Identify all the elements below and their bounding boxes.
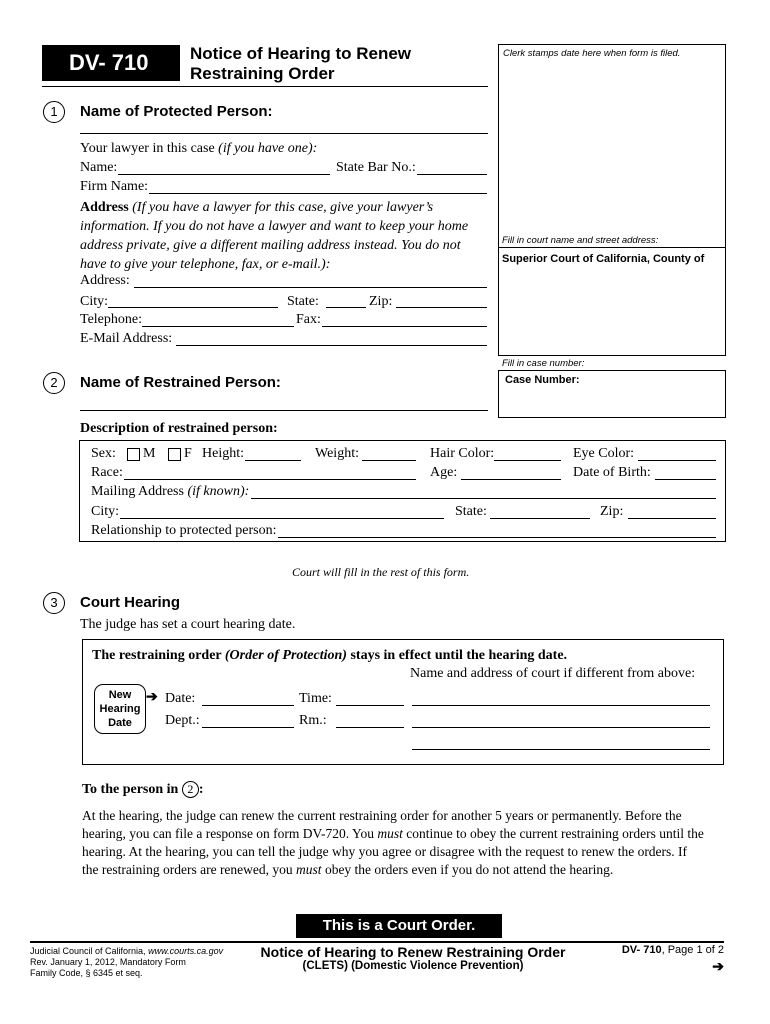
court-name-note: Fill in court name and street address: [502, 235, 659, 246]
restrained-city-label: City: [91, 504, 120, 519]
hearing-box-bold1: The restraining order [92, 648, 222, 663]
lawyer-name-field[interactable] [118, 174, 330, 175]
section-1-title: Name of Protected Person: [80, 103, 273, 120]
state-bar-field[interactable] [417, 174, 487, 175]
address-line-4: have to give your telephone, fax, or e-mail.): [80, 257, 331, 272]
hair-color-field[interactable] [494, 460, 561, 461]
form-title-line1: Notice of Hearing to Renew [190, 44, 412, 63]
footer-subtitle: (CLETS) (Domestic Violence Prevention) [302, 960, 524, 972]
zip-label: Zip: [369, 294, 393, 309]
lawyer-name-label: Name: [80, 160, 118, 175]
footer-rule [30, 941, 724, 943]
lawyer-label: Your lawyer in this case [80, 141, 215, 156]
fax-label: Fax: [296, 312, 321, 327]
sex-f-checkbox[interactable] [168, 448, 181, 461]
city-field[interactable] [108, 307, 278, 308]
eye-color-label: Eye Color: [573, 446, 635, 461]
age-label: Age: [430, 465, 458, 480]
city-label: City: [80, 294, 109, 309]
para-line-3: hearing. At the hearing, you can tell the judge why you agree or disagree with the request to renew the orders. If [82, 844, 688, 859]
race-label: Race: [91, 465, 123, 480]
restrained-state-label: State: [455, 504, 487, 519]
mailing-address-field[interactable] [251, 498, 716, 499]
restrained-zip-label: Zip: [600, 504, 624, 519]
sex-label: Sex: [91, 446, 116, 461]
sex-m-checkbox[interactable] [127, 448, 140, 461]
badge-line-3: Date [108, 717, 132, 729]
to-person-ref: 2 [182, 781, 199, 798]
relationship-field[interactable] [278, 537, 716, 538]
hearing-box-bold2: stays in effect until the hearing date. [350, 648, 568, 663]
section-2-title: Name of Restrained Person: [80, 374, 281, 391]
dept-field[interactable] [202, 727, 294, 728]
race-field[interactable] [124, 479, 416, 480]
address-bold: Address [80, 200, 129, 215]
footer-center [248, 944, 578, 972]
lawyer-line [80, 141, 317, 157]
restrained-zip-field[interactable] [628, 518, 716, 519]
height-label: Height: [202, 446, 244, 461]
court-order-text: This is a Court Order. [322, 917, 476, 934]
form-id: DV- 710 [69, 50, 149, 75]
address-field[interactable] [134, 287, 487, 288]
dob-label: Date of Birth: [573, 465, 651, 480]
court-address-field-3[interactable] [412, 749, 710, 750]
address-line-1: (If you have a lawyer for this case, give your lawyer’s [132, 200, 434, 215]
email-label: E-Mail Address: [80, 331, 173, 346]
telephone-field[interactable] [142, 326, 294, 327]
next-page-arrow-icon: ➔ [712, 958, 724, 974]
hearing-box-title [92, 648, 567, 664]
footer-form-id: DV- 710 [621, 944, 662, 956]
firm-name-label: Firm Name: [80, 179, 149, 194]
case-number-label: Case Number: [505, 374, 580, 386]
relationship-label: Relationship to protected person: [91, 523, 277, 538]
hearing-time-label: Time: [299, 691, 332, 706]
state-label: State: [287, 294, 319, 309]
dept-label: Dept.: [165, 713, 200, 728]
weight-field[interactable] [362, 460, 416, 461]
address-label: Address: [80, 273, 130, 288]
court-address-field-2[interactable] [412, 727, 710, 728]
hearing-box-italic: (Order of Protection) [224, 648, 347, 663]
clerk-note: Clerk stamps date here when form is filed. [503, 48, 681, 59]
footer-url: www.courts.ca.gov [148, 946, 224, 956]
weight-label: Weight: [315, 446, 359, 461]
room-label: Rm.: [299, 713, 327, 728]
address-line-3: address private, give a different mailing address instead. You do not [80, 238, 461, 253]
hearing-time-field[interactable] [336, 705, 404, 706]
header-rule [42, 86, 488, 87]
telephone-label: Telephone: [80, 312, 142, 327]
age-field[interactable] [461, 479, 561, 480]
case-number-box[interactable] [498, 370, 726, 418]
email-field[interactable] [176, 345, 487, 346]
address-instructions [80, 198, 490, 274]
section-2-number: 2 [43, 372, 65, 394]
hair-color-label: Hair Color: [430, 446, 495, 461]
height-field[interactable] [245, 460, 301, 461]
court-address-field-1[interactable] [412, 705, 710, 706]
footer-title: Notice of Hearing to Renew Restraining Order [260, 944, 566, 960]
footer-page: , Page 1 of 2 [661, 944, 724, 956]
state-field[interactable] [326, 307, 366, 308]
new-hearing-date-badge [94, 684, 146, 734]
hearing-date-label: Date: [165, 691, 196, 706]
court-order-banner [296, 914, 502, 938]
restrained-person-name-field[interactable] [80, 410, 488, 411]
zip-field[interactable] [396, 307, 487, 308]
lawyer-paren: (if you have one): [218, 141, 318, 156]
badge-line-1: New [108, 689, 132, 701]
court-name-divider [498, 247, 725, 248]
badge-line-2: Hearing [99, 703, 141, 715]
sex-f-label: F [184, 446, 192, 461]
room-field[interactable] [336, 727, 404, 728]
section-3-number: 3 [43, 592, 65, 614]
dob-field[interactable] [655, 479, 716, 480]
court-name-label: Superior Court of California, County of [502, 253, 705, 265]
mailing-address-paren: (if known): [187, 484, 250, 499]
restrained-state-field[interactable] [490, 518, 590, 519]
eye-color-field[interactable] [638, 460, 716, 461]
to-person-label: To the person in [82, 782, 179, 797]
form-id-badge [42, 45, 180, 81]
to-person-heading: To the person in 2 : [82, 782, 204, 797]
court-address-note: Name and address of court if different from above: [410, 666, 696, 681]
hearing-date-field[interactable] [202, 705, 294, 706]
sex-m-label: M [143, 446, 156, 461]
form-title [190, 44, 411, 84]
description-title: Description of restrained person: [80, 421, 278, 436]
footer-right [606, 944, 724, 975]
clerk-stamp-box [498, 44, 726, 356]
restrained-city-field[interactable] [120, 518, 444, 519]
form-title-line2: Restraining Order [190, 64, 335, 83]
hearing-intro: The judge has set a court hearing date. [80, 617, 296, 632]
hearing-paragraph: At the hearing, the judge can renew the current restraining order for another 5 years or permanently. Before the hearing, you can file a response on form DV-720. You must continue to obey the current restraining orders until the hearing. At the hearing, you can tell the judge why you agree or disagree with the request to renew the orders. If the restraining orders are renewed, you must obey the orders even if you do not attend the hearing. [82, 807, 732, 879]
mailing-address-label: Mailing Address [91, 484, 184, 499]
firm-name-field[interactable] [149, 193, 487, 194]
address-line-2: information. If you do not have a lawyer and want to keep your home [80, 219, 469, 234]
para-line-1: At the hearing, the judge can renew the current restraining order for another 5 years or permanently. Before the [82, 808, 682, 823]
fax-field[interactable] [322, 326, 487, 327]
state-bar-label: State Bar No.: [336, 160, 416, 175]
protected-person-name-field[interactable] [80, 133, 488, 134]
footer-left: Judicial Council of California, www.courts.ca.gov Rev. January 1, 2012, Mandatory Form Family Code, § 6345 et seq. [30, 946, 224, 978]
case-number-note: Fill in case number: [502, 358, 585, 369]
section-3-title: Court Hearing [80, 594, 181, 611]
section-1-number: 1 [43, 101, 65, 123]
court-fill-note: Court will fill in the rest of this form. [292, 565, 470, 579]
mailing-address-line [91, 484, 249, 500]
arrow-right-icon: ➔ [146, 688, 158, 704]
